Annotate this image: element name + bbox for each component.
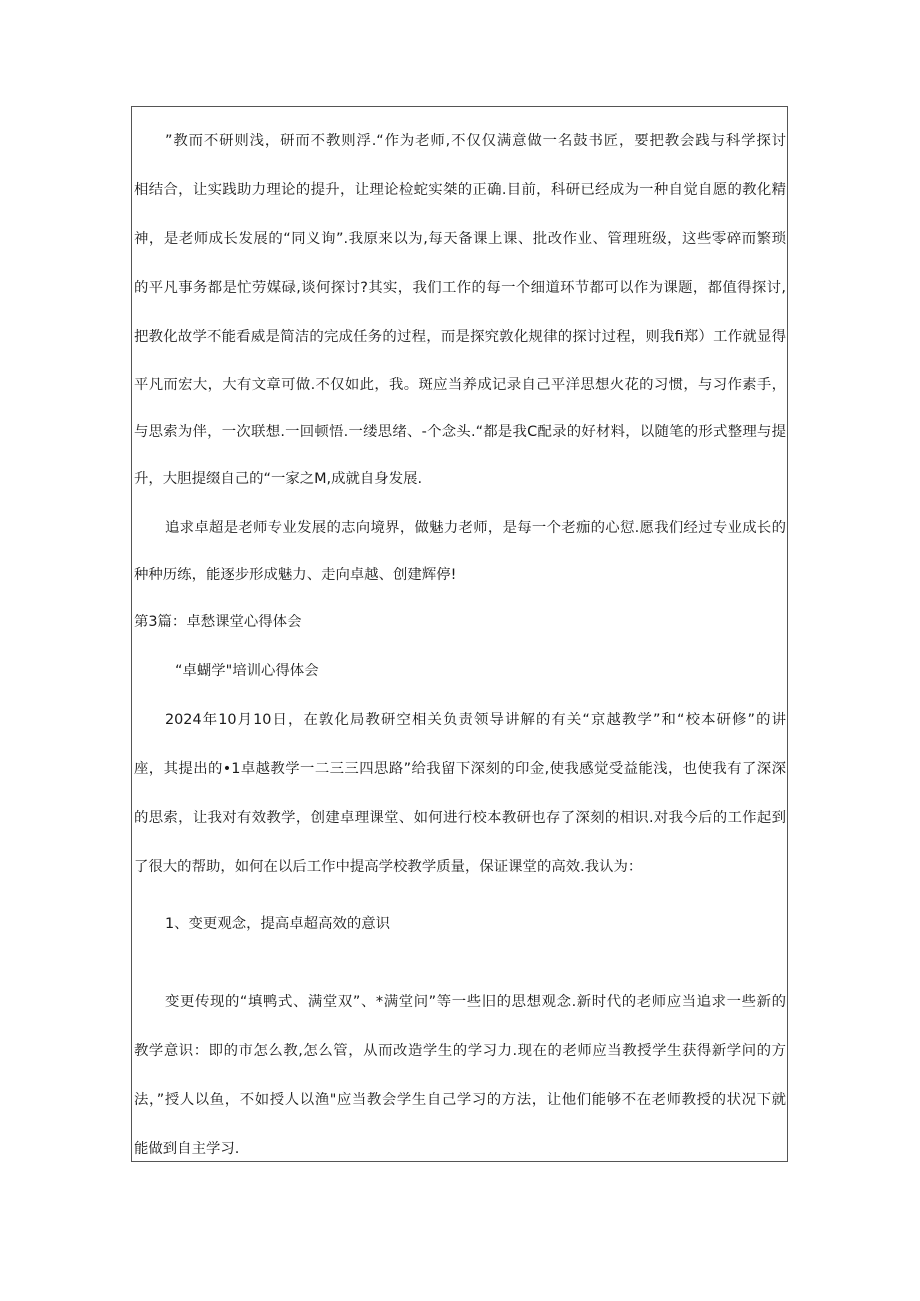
para1-line-4: 的平凡事务都是忙劳媒碌,谈何探讨?其实，我们工作的每一个细道环节都可以作为课题，都值得探讨, (134, 280, 786, 296)
para1-line-1: ”教而不研则浅，研而不教则浮.“作为老师,不仅仅满意做一名鼓书匠，要把教会践与科学探讨 (165, 133, 786, 149)
para3-line-2: 座，其提出的•1卓越教学一二三三四思路”给我留下深刻的印金,使我感觉受益能浅，也使我有了深深 (134, 761, 786, 777)
para4-line-3: 法，”授人以鱼，不如授人以渔"应当教会学生自己学习的方法，让他们能够不在老师教授的状况下就 (134, 1092, 786, 1108)
para2-line-1: 追求卓超是老师专业发展的志向境界，做魅力老师，是每一个老痂的心愆.愿我们经过专业成长的 (165, 520, 786, 536)
para1-line-5: 把教化故学不能看威是简洁的完成任务的过程，而是探究敦化规律的探讨过程，则我fi郑）工作就显得 (134, 329, 786, 345)
para1-line-7: 与思索为伴，一次联想.一回顿悟.一缕思绪、-个念头.“都是我C配录的好材料，以随笔的形式整理与提 (134, 424, 786, 440)
para1-line-2: 相结合，让实践助力理论的提升，让理论检蛇实桀的正确.目前，科研已经成为一种自觉自愿的教化精 (134, 182, 786, 198)
article-subtitle: “卓蝴学"培训心得体会 (175, 663, 319, 679)
section-heading: 第3篇：卓愁课堂心得体会 (134, 614, 302, 630)
para1-line-8: 升，大胆提缀自己的“一家之M,成就自身发展. (134, 471, 423, 487)
para4-line-4: 能做到自主学习. (134, 1141, 240, 1157)
para4-line-1: 变更传现的“填鸭式、满堂双”、*满堂问”等一些旧的思想观念.新时代的老师应当追求一些新的 (165, 994, 786, 1010)
para3-line-4: 了很大的帮助，如何在以后工作中提高学校教学质量，保证课堂的高效.我认为： (134, 859, 643, 875)
point1-heading: 1、变更观念，提高卓超高效的意识 (165, 916, 391, 932)
para1-line-6: 平凡而宏大，大有文章可做.不仅如此，我。斑应当养成记录自己平洋思想火花的习惯，与习作素手， (134, 377, 786, 393)
para3-line-3: 的思索，让我对有效教学，创建卓理课堂、如何进行校本教研也存了深刻的相识.对我今后的工作起到 (134, 810, 786, 826)
para3-line-1: 2024年10月10日，在敦化局教研空相关负责领导讲解的有关“京越教学”和“校本研修”的讲 (165, 712, 786, 728)
para1-line-3: 神，是老师成长发展的“同义询”.我原来以为,每天备课上课、批改作业、管理班级，这些零碎而繁琐 (134, 231, 786, 247)
para4-line-2: 教学意识：即的市怎么教,怎么管，从而改造学生的学习力.现在的老师应当教授学生获得新学问的方 (134, 1043, 786, 1059)
para2-line-2: 种种历练，能逐步形成魅力、走向卓越、创建辉停! (134, 567, 457, 583)
